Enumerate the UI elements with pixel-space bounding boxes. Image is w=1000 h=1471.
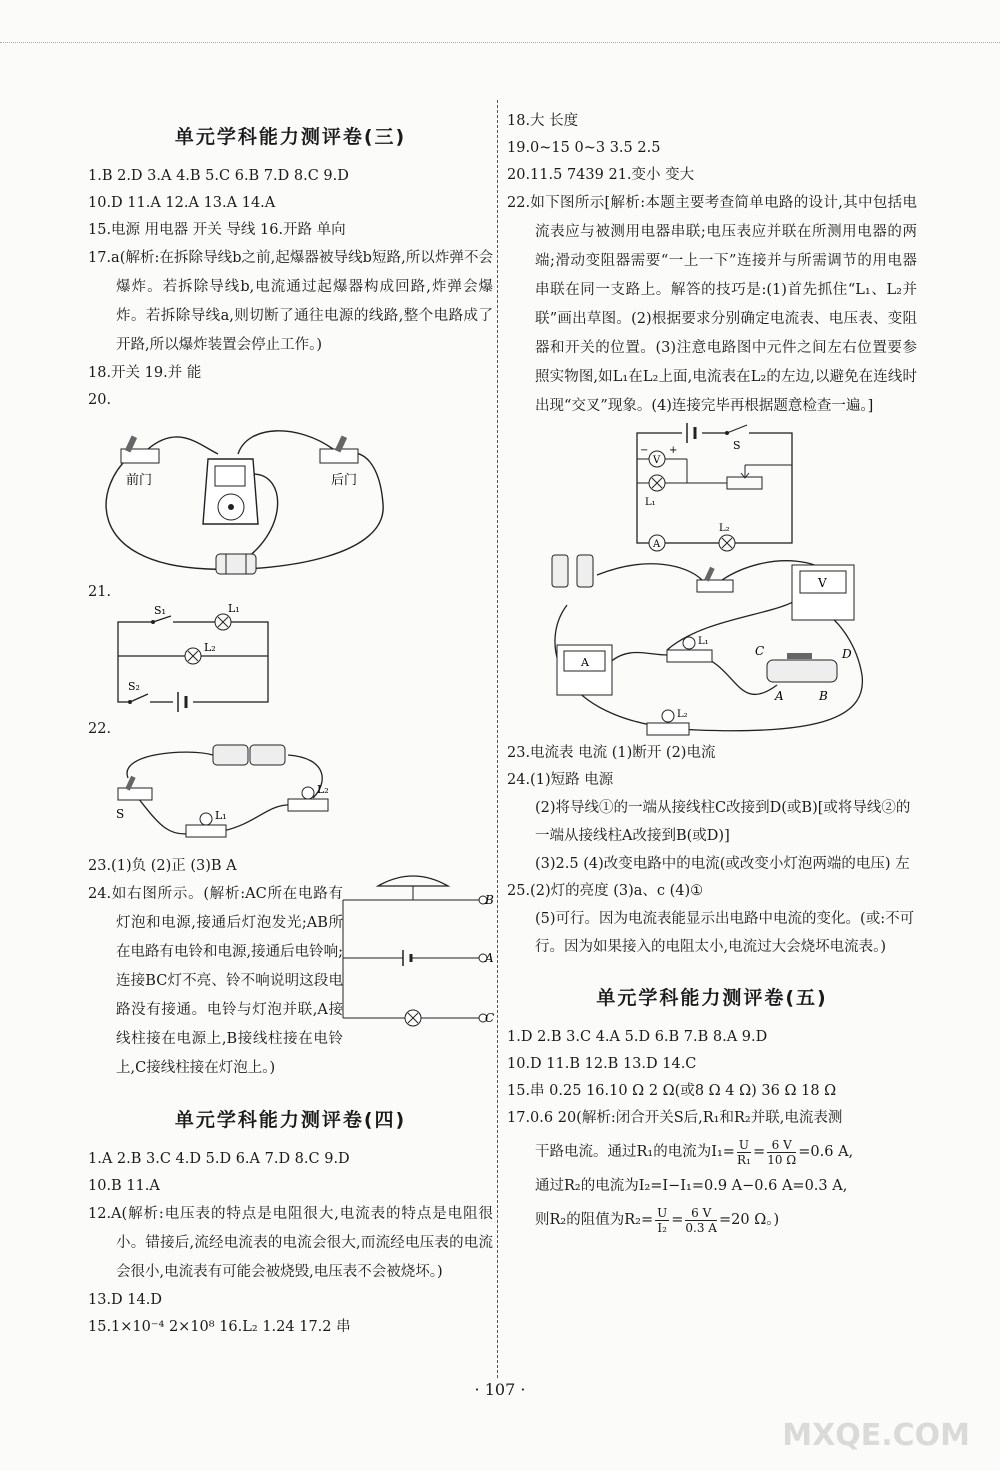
wiring-ammeter-a: A: [581, 656, 589, 669]
q24-1: 24.(1)短路 电源: [507, 772, 614, 788]
equals: =: [753, 1144, 766, 1160]
u3-answer-line: 1.B 2.D 3.A 4.B 5.C 6.B 7.D 8.C 9.D: [88, 168, 349, 184]
u4-answer-line: 1.A 2.B 3.C 4.D 5.D 6.A 7.D 8.C 9.D: [88, 1151, 350, 1167]
u5-answer-line: 10.D 11.B 12.B 13.D 14.C: [507, 1056, 697, 1072]
u5-q17-text: 则R₂的阻值为R₂=: [535, 1212, 654, 1228]
q21-s2: S₂: [128, 680, 140, 693]
fig-voltmeter-label: V: [653, 455, 661, 466]
u3-q18: 18.开关 19.并 能: [88, 365, 202, 381]
q22-circuit-figure: [88, 743, 348, 853]
q22-schematic-diagram: [627, 421, 807, 551]
fraction: [655, 1206, 669, 1235]
q24-circuit-diagram: [333, 868, 493, 1043]
u5-q17-text: =0.6 A,: [798, 1144, 854, 1160]
u5-answer-line: 1.D 2.B 3.C 4.A 5.D 6.B 7.B 8.A 9.D: [507, 1029, 768, 1045]
u5-q17-text: =20 Ω。): [718, 1212, 780, 1228]
wiring-voltmeter-v: V: [818, 576, 827, 590]
q24-terminal-a: A: [485, 951, 494, 965]
u5-q17-line3: 通过R₂的电流为I₂=I−I₁=0.9 A−0.6 A=0.3 A,: [535, 1178, 848, 1194]
q25-1: 25.(2)灯的亮度 (3)a、c (4)①: [507, 883, 704, 899]
right-column: [507, 108, 917, 1240]
u5-q17-line4: [507, 1200, 917, 1240]
fig-l1-label: L₁: [645, 497, 656, 508]
denominator: 0.3 A: [685, 1220, 717, 1235]
denominator: R₁: [737, 1152, 751, 1167]
answer-line: 18.大 长度: [507, 113, 579, 129]
answer-line: 20.11.5 7439 21.变小 变大: [507, 167, 695, 183]
fig-switch-label: S: [733, 439, 741, 452]
q20-back-door-label: 后门: [331, 473, 358, 488]
fig-l2-label: L₂: [719, 523, 730, 534]
u5-answer-line: 15.串 0.25 16.10 Ω 2 Ω(或8 Ω 4 Ω) 36 Ω 18 Ω: [507, 1083, 837, 1099]
u3-answer-line: 15.电源 用电器 开关 导线 16.开路 单向: [88, 222, 346, 238]
q24-terminal-c: C: [485, 1011, 495, 1025]
fig-ammeter-label: A: [653, 539, 661, 550]
q21-l1: L₁: [228, 602, 240, 615]
wiring-b-label: B: [819, 689, 828, 703]
q20-circuit-figure: [88, 414, 388, 579]
u3-q24: 24.如右图所示。(解析:AC所在电路有灯泡和电源,接通后灯泡发光;AB所在电路有电铃和电源,接通后电铃响;连接BC灯不亮、铃不响说明这段电路没有接通。电铃与灯泡并联,A接线柱接在电源上,B接线柱接在电铃上,C接线柱接在灯泡上。): [88, 886, 343, 1076]
q22-switch-label: S: [116, 807, 125, 821]
equals: =: [671, 1212, 684, 1228]
unit4-title: 单元学科能力测评卷(四): [174, 1109, 407, 1131]
wiring-a-label: A: [775, 689, 784, 703]
q22-wiring-figure: [537, 555, 867, 740]
fraction: [685, 1206, 717, 1235]
wiring-l2-label: L₂: [677, 709, 688, 720]
q21-s1: S₁: [154, 604, 166, 617]
fig-plus: +: [669, 445, 678, 456]
u3-answer-line: 10.D 11.A 12.A 13.A 14.A: [88, 195, 276, 211]
q20-front-door-label: 前门: [126, 473, 153, 488]
q24-2: (2)将导线①的一端从接线柱C改接到D(或B)[或将导线②的一端从接线柱A改接到B(或D)]: [535, 800, 911, 844]
unit5-title: 单元学科能力测评卷(五): [596, 987, 828, 1009]
q25-2: (5)可行。因为电流表能显示出电路中电流的变化。(或:不可行。因为如果接入的电阻太小,电流过大会烧坏电流表。): [535, 911, 915, 955]
u4-q15: 15.1×10⁻⁴ 2×10⁸ 16.L₂ 1.24 17.2 串: [88, 1319, 351, 1335]
page-number: · 107 ·: [474, 1380, 526, 1399]
q24-terminal-b: B: [485, 893, 494, 907]
numerator: U: [738, 1137, 750, 1152]
q21-label: 21.: [88, 584, 112, 600]
wiring-c-label: C: [755, 644, 765, 658]
u5-q17-text: 干路电流。通过R₁的电流为I₁=: [535, 1144, 735, 1160]
left-column: [88, 100, 493, 1341]
unit3-title: 单元学科能力测评卷(三): [174, 126, 407, 148]
u5-q17-line1: 17.0.6 20(解析:闭合开关S后,R₁和R₂并联,电流表测: [507, 1110, 843, 1126]
q20-label: 20.: [88, 392, 112, 408]
q22-l1-label: L₁: [215, 809, 227, 822]
u3-q24-block: [88, 880, 493, 1083]
u4-q12: 12.A(解析:电压表的特点是电阻很大,电流表的特点是电阻很小。错接后,流经电流表的电流会很大,而流经电压表的电流会很小,电流表有可能会被烧毁,电压表不会被烧坏。): [88, 1206, 493, 1280]
u4-answer-line: 10.B 11.A: [88, 1178, 160, 1194]
u3-q23: 23.(1)负 (2)正 (3)B A: [88, 858, 237, 874]
fig-minus: −: [640, 445, 649, 456]
numerator: U: [657, 1205, 668, 1220]
denominator: 10 Ω: [767, 1152, 797, 1167]
wiring-l1-label: L₁: [698, 636, 709, 647]
numerator: 6 V: [767, 1138, 796, 1153]
q23: 23.电流表 电流 (1)断开 (2)电流: [507, 745, 716, 761]
numerator: 6 V: [685, 1206, 717, 1221]
answer-line: 19.0~15 0~3 3.5 2.5: [507, 140, 661, 156]
fraction: [737, 1138, 751, 1167]
u3-q17: 17.a(解析:在拆除导线b之前,起爆器被导线b短路,所以炸弹不会爆炸。若拆除导线b,电流通过起爆器构成回路,炸弹会爆炸。若拆除导线a,则切断了通往电源的线路,整个电路成了开路,所以爆炸装置会停止工作。): [88, 250, 493, 353]
wiring-d-label: D: [842, 647, 852, 661]
q22-l2-label: L₂: [317, 783, 329, 796]
column-divider: [497, 100, 498, 1378]
q22-label: 22.: [88, 721, 112, 737]
watermark-site: MXQE.COM: [782, 1418, 970, 1453]
denominator: I₂: [657, 1220, 667, 1235]
q21-circuit-diagram: [88, 602, 288, 716]
top-edge-line: [0, 42, 1000, 43]
u5-q17-line2: [507, 1132, 917, 1172]
u4-q13: 13.D 14.D: [88, 1292, 162, 1308]
q24-3: (3)2.5 (4)改变电路中的电流(或改变小灯泡两端的电压) 左: [535, 856, 910, 872]
fraction: [767, 1138, 796, 1167]
q22-explanation: 22.如下图所示[解析:本题主要考查简单电路的设计,其中包括电流表应与被测用电器串联;电压表应并联在所测用电器的两端;滑动变阻器需要“一上一下”连接并与所需调节的用电器串联在同一支路上。解答的技巧是:(1)首先抓住“L₁、L₂并联”画出草图。(2)根据要求分别确定电流表、电压表、变阻器和开关的位置。(3)注意电路图中元件之间左右位置要参照实物图,如L₁在L₂上面,电流表在L₂的左边,以避免在连线时出现“交叉”现象。(4)连接完毕再根据题意检查一遍。]: [507, 195, 917, 414]
q21-l2: L₂: [204, 641, 216, 654]
